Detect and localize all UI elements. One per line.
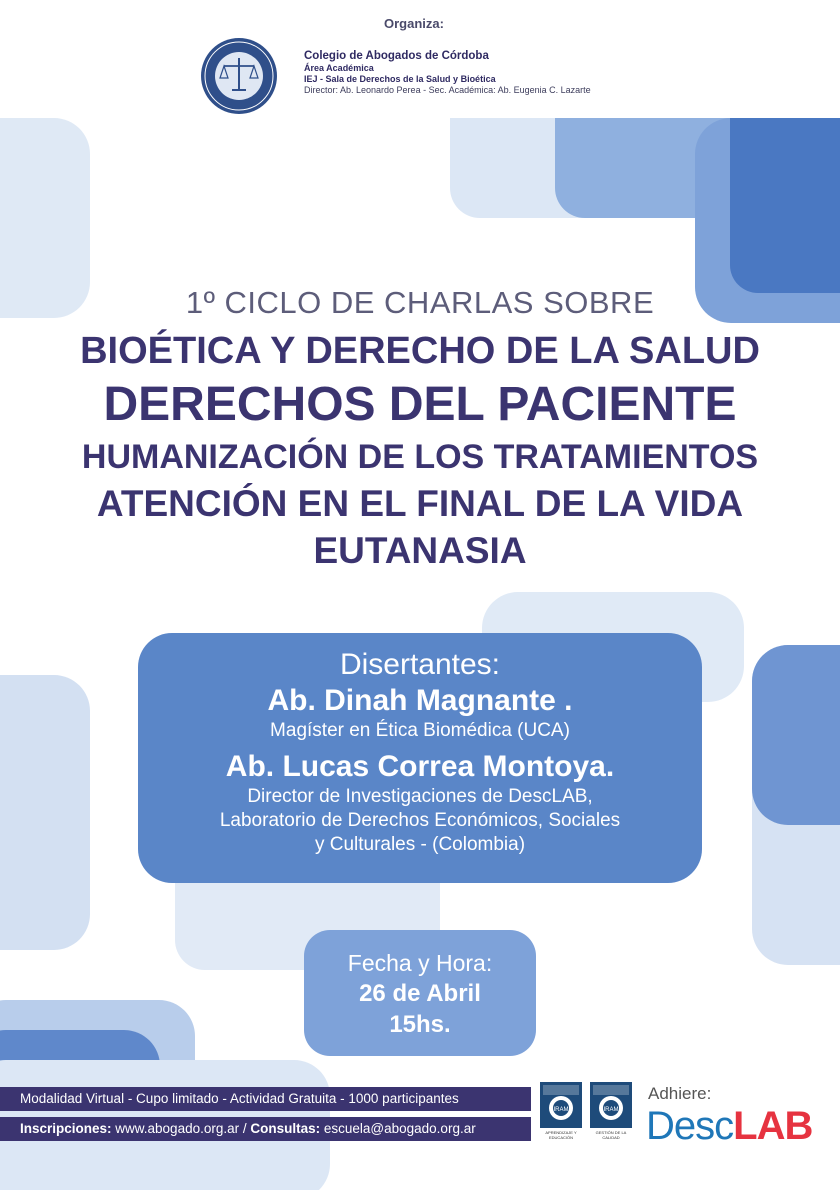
svg-text:IRAM: IRAM [553, 1107, 569, 1113]
svg-text:IRAM: IRAM [603, 1107, 619, 1113]
iram-2-label: GESTIÓN DE LA CALIDAD [595, 1130, 627, 1140]
decor-square [730, 118, 840, 293]
organizer-sala: IEJ - Sala de Derechos de la Salud y Bioética [304, 74, 496, 84]
decor-square [0, 675, 90, 950]
inscripciones-label: Inscripciones: [20, 1121, 112, 1136]
speaker-2-line-2: Laboratorio de Derechos Económicos, Sociales [219, 810, 621, 831]
desclab-logo [646, 1103, 812, 1149]
decor-square [752, 645, 840, 825]
organizer-area: Área Académica [304, 63, 374, 73]
desclab-desc: Desc [646, 1104, 734, 1148]
speakers-box [138, 633, 702, 883]
colegio-seal-logo [194, 36, 284, 116]
inscripciones-bar [0, 1117, 531, 1141]
title-intro: 1º CICLO DE CHARLAS SOBRE [185, 285, 655, 320]
header [0, 0, 840, 118]
speaker-1-name: Ab. Dinah Magnante . [267, 684, 573, 717]
date-box [304, 930, 536, 1056]
date-time: 15hs. [389, 1011, 451, 1038]
iram-1-label: APRENDIZAJE Y EDUCACIÓN [545, 1130, 577, 1140]
consultas-label: Consultas: [250, 1121, 321, 1136]
organizer-name: Colegio de Abogados de Córdoba [304, 50, 489, 62]
speakers-heading: Disertantes: [339, 648, 501, 681]
iram-icon [590, 1082, 632, 1128]
organizer-director: Director: Ab. Leonardo Perea - Sec. Académica: Ab. Eugenia C. Lazarte [304, 85, 591, 95]
title-line-derechos: DERECHOS DEL PACIENTE [103, 378, 737, 431]
title-line-eutanasia: EUTANASIA [313, 530, 527, 571]
modalidad-bar [0, 1087, 531, 1111]
iram-icon [540, 1082, 582, 1128]
title-line-humanizacion: HUMANIZACIÓN DE LOS TRATAMIENTOS [81, 438, 759, 476]
speaker-2-line-1: Director de Investigaciones de DescLAB, [247, 786, 593, 807]
speaker-1-title: Magíster en Ética Biomédica (UCA) [270, 720, 570, 741]
date-day: 26 de Abril [359, 980, 481, 1007]
organiza-label: Organiza: [384, 16, 444, 31]
inscripciones-link[interactable]: www.abogado.org.ar / [111, 1121, 251, 1136]
title-block [0, 284, 840, 574]
adhiere-label: Adhiere: [648, 1084, 712, 1103]
title-line-atencion: ATENCIÓN EN EL FINAL DE LA VIDA [96, 483, 744, 524]
desclab-lab: LAB [733, 1104, 813, 1148]
speaker-2-name: Ab. Lucas Correa Montoya. [225, 750, 615, 783]
title-line-bioetica: BIOÉTICA Y DERECHO DE LA SALUD [80, 330, 760, 372]
modalidad-text: Modalidad Virtual - Cupo limitado - Actividad Gratuita - 1000 participantes [20, 1091, 459, 1106]
organizer-info [304, 49, 591, 96]
date-heading: Fecha y Hora: [347, 950, 493, 976]
iram-cert-logo [590, 1082, 632, 1142]
iram-cert-logo [540, 1082, 582, 1142]
consultas-email[interactable]: escuela@abogado.org.ar [320, 1121, 476, 1136]
speaker-2-line-3: y Culturales - (Colombia) [314, 834, 526, 855]
